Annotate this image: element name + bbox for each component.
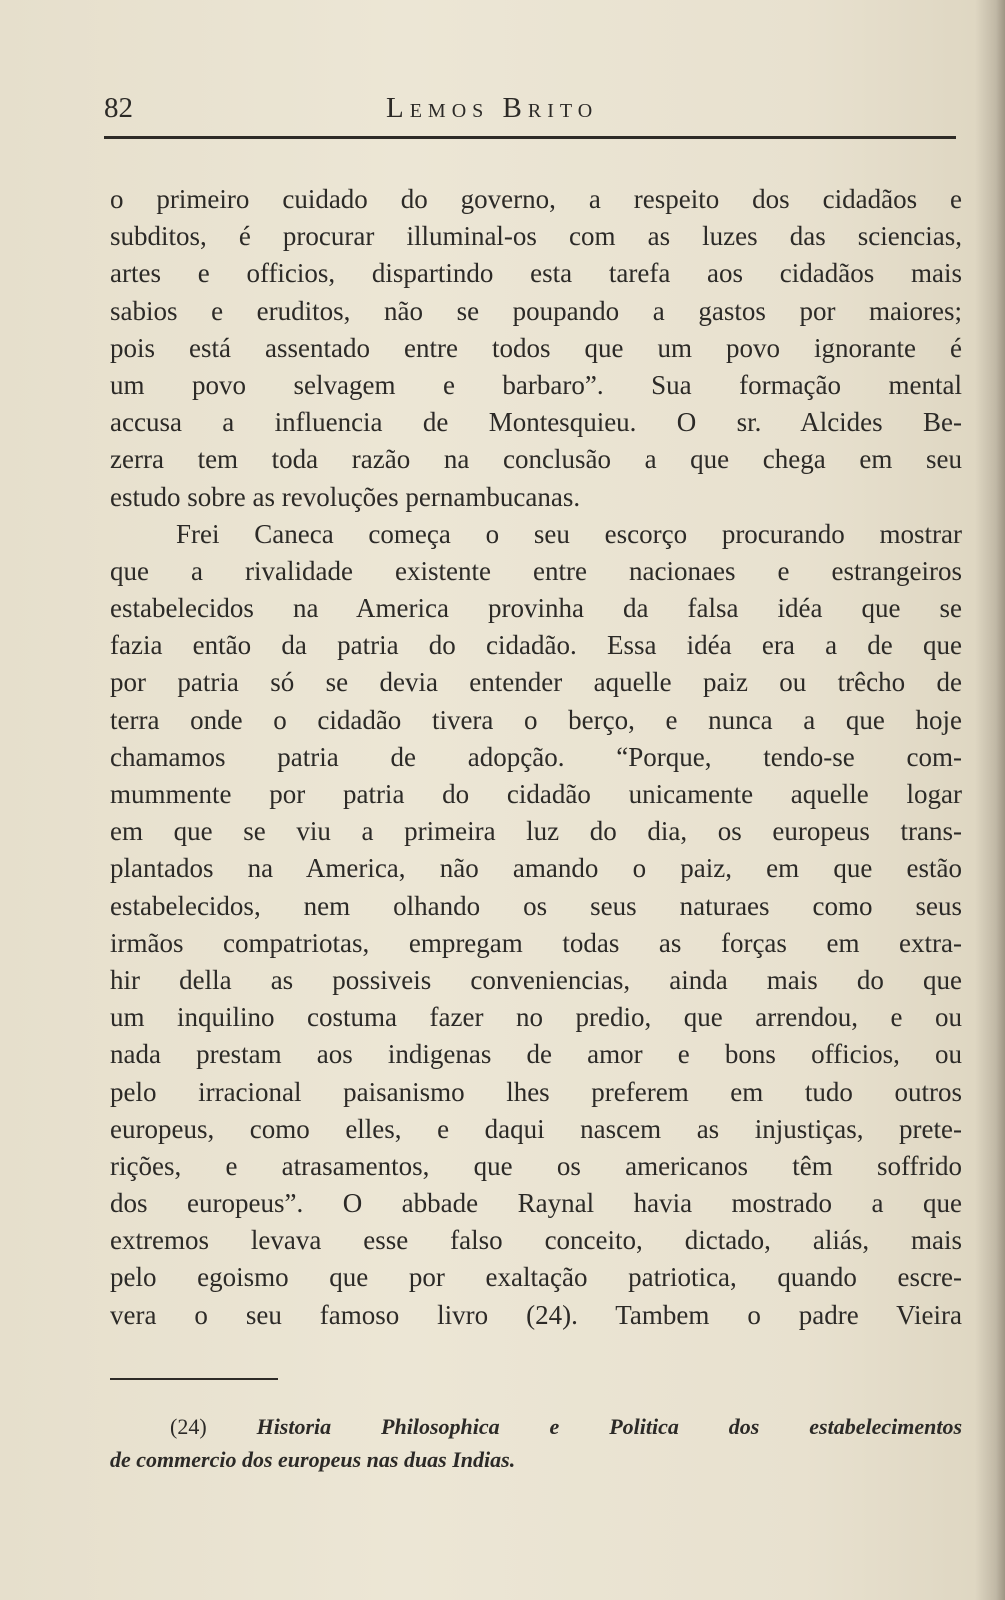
page-number: 82 — [104, 92, 133, 124]
footnote-title-part2: de commercio dos europeus nas duas Indias. — [110, 1447, 516, 1472]
text-line: extremos levava esse falso conceito, dictado, aliás, mais — [110, 1225, 962, 1256]
text-line: nada prestam aos indigenas de amor e bons officios, ou — [110, 1039, 962, 1070]
footnote-title-part1: Historia Philosophica e Politica dos estabelecimentos — [256, 1414, 963, 1439]
text-line: artes e officios, dispartindo esta tarefa aos cidadãos mais — [110, 258, 962, 289]
text-line: rições, e atrasamentos, que os americanos têm soffrido — [110, 1150, 962, 1181]
text-line: pelo irracional paisanismo lhes preferem em tudo outros — [110, 1076, 962, 1107]
text-line: um inquilino costuma fazer no predio, que arrendou, e ou — [110, 1002, 962, 1033]
page-edge-shadow — [975, 0, 1005, 1600]
text-line: o primeiro cuidado do governo, a respeito dos cidadãos e — [110, 184, 962, 214]
text-line: plantados na America, não amando o paiz, em que estão — [110, 853, 962, 884]
text-line: um povo selvagem e barbaro”. Sua formação mental — [110, 369, 962, 400]
text-line: fazia então da patria do cidadão. Essa idéa era a de que — [110, 630, 962, 661]
text-line: irmãos compatriotas, empregam todas as forças em extra- — [110, 927, 962, 958]
body-text — [110, 181, 962, 1334]
text-line: pelo egoismo que por exaltação patriotica, quando escre- — [110, 1262, 962, 1293]
text-line: hir della as possiveis conveniencias, ainda mais do que — [110, 964, 962, 995]
footnote-marker: (24) — [170, 1414, 207, 1439]
text-line: subditos, é procurar illuminal-os com as luzes das sciencias, — [110, 221, 962, 252]
text-line: pois está assentado entre todos que um povo ignorante é — [110, 332, 962, 363]
running-head: Lemos Brito — [386, 92, 599, 124]
text-line: chamamos patria de adopção. “Porque, tendo-se com- — [110, 741, 962, 772]
text-line: vera o seu famoso livro (24). Tambem o padre Vieira — [110, 1299, 962, 1330]
footnote-line — [110, 1443, 962, 1476]
header-rule — [104, 136, 956, 139]
text-line: terra onde o cidadão tivera o berço, e nunca a que hoje — [110, 704, 962, 735]
text-line: sabios e eruditos, não se poupando a gastos por maiores; — [110, 295, 962, 326]
text-line: accusa a influencia de Montesquieu. O sr. Alcides Be- — [110, 407, 962, 438]
page-header — [104, 88, 974, 128]
text-line: mummente por patria do cidadão unicamente aquelle logar — [110, 779, 962, 809]
text-line: em que se viu a primeira luz do dia, os europeus trans- — [110, 816, 962, 847]
text-line: estabelecidos na America provinha da falsa idéa que se — [110, 593, 962, 624]
text-line: estudo sobre as revoluções pernambucanas. — [110, 481, 581, 512]
footnote — [110, 1410, 962, 1476]
text-line: europeus, como elles, e daqui nascem as injustiças, prete- — [110, 1113, 962, 1144]
footnote-line — [110, 1410, 962, 1443]
text-line: Frei Caneca começa o seu escorço procurando mostrar — [176, 518, 962, 549]
text-line: dos europeus”. O abbade Raynal havia mostrado a que — [110, 1188, 962, 1219]
footnote-rule — [110, 1378, 278, 1380]
text-line: estabelecidos, nem olhando os seus naturaes como seus — [110, 890, 962, 921]
text-line: que a rivalidade existente entre nacionaes e estrangeiros — [110, 555, 962, 586]
text-line: zerra tem toda razão na conclusão a que chega em seu — [110, 444, 962, 475]
text-line: por patria só se devia entender aquelle paiz ou trêcho de — [110, 667, 962, 698]
